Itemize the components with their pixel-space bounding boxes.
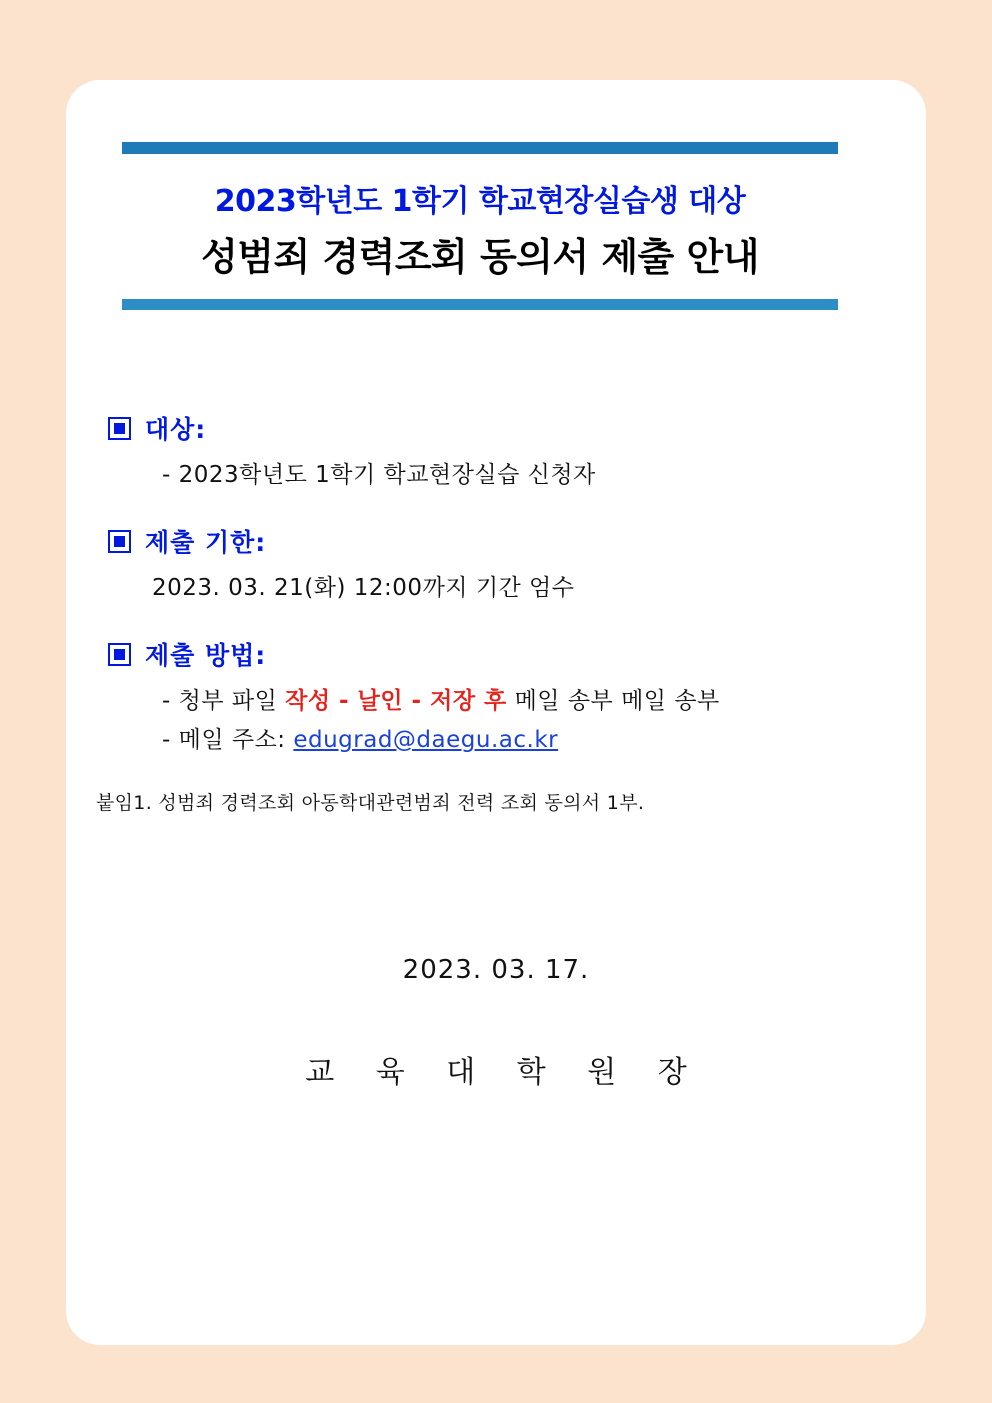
notice-page: [66, 80, 926, 1345]
square-bullet-icon: [108, 530, 131, 553]
notice-date: 2023. 03. 17.: [402, 955, 590, 985]
section-deadline: [66, 523, 926, 602]
section-method-heading: [66, 636, 926, 672]
mail-label: - 메일 주소:: [162, 727, 294, 753]
section-deadline-heading: [66, 523, 926, 559]
section-method-line-2: [66, 721, 926, 754]
attachment-note: 붙임1. 성범죄 경력조회 아동학대관련범죄 전력 조회 동의서 1부.: [96, 792, 645, 814]
section-method-line-1: [66, 682, 926, 715]
section-target-title: 대상:: [145, 415, 207, 444]
notice-signer: 교 육 대 학 원 장: [305, 1055, 703, 1090]
spacer: [66, 614, 926, 636]
section-deadline-title: 제출 기한:: [145, 528, 267, 557]
section-target-heading: [66, 410, 926, 446]
title-line-1: 2023학년도 1학기 학교현장실습생 대상: [214, 184, 746, 219]
square-bullet-icon: [108, 643, 131, 666]
notice-body: [66, 410, 926, 1091]
square-bullet-icon: [108, 417, 131, 440]
section-method: [66, 636, 926, 754]
method-text-post: 메일 송부 메일 송부: [506, 688, 720, 714]
section-method-title: 제출 방법:: [145, 641, 267, 670]
section-target: [66, 410, 926, 489]
spacer: [66, 501, 926, 523]
email-link[interactable]: edugrad@daegu.ac.kr: [293, 727, 559, 753]
title-rule-bottom: [122, 299, 838, 310]
title-rule-top: [122, 142, 838, 154]
method-text-pre: - 청부 파일: [162, 688, 286, 714]
section-target-line: - 2023학년도 1학기 학교현장실습 신청자: [162, 462, 596, 488]
title-block: [122, 142, 838, 310]
section-deadline-line: 2023. 03. 21(화) 12:00까지 기간 엄수: [152, 575, 575, 601]
method-text-highlight: 작성 - 날인 - 저장 후: [285, 688, 507, 714]
title-line-2: 성범죄 경력조회 동의서 제출 안내: [201, 235, 759, 279]
